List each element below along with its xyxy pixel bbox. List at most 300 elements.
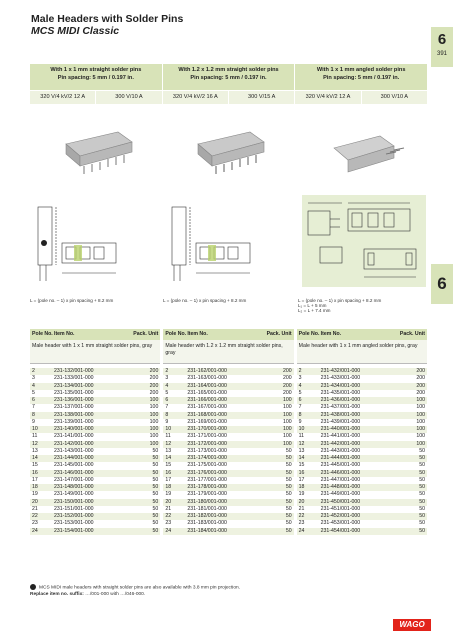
footnote: [30, 584, 240, 598]
pack-unit: 50: [419, 447, 425, 454]
pack-unit: 50: [285, 455, 292, 461]
pole-number: 17: [298, 476, 305, 483]
table-row: [30, 499, 160, 506]
pole-number: 17: [32, 476, 38, 483]
pole-number: 9: [298, 418, 302, 425]
pack-unit: 50: [419, 527, 425, 534]
length-formula: L = (pole no. – 1) x pin spacing + 8.2 mm: [298, 298, 382, 303]
pole-number: 14: [32, 455, 38, 461]
item-number: 231-450/001-000: [320, 498, 361, 505]
item-number: 231-135/001-000: [54, 389, 94, 396]
pack-unit: 100: [149, 433, 159, 440]
item-number: 231-134/001-000: [54, 382, 94, 389]
table-row: [30, 375, 160, 382]
pack-unit: 50: [419, 455, 425, 461]
pack-unit: 100: [283, 426, 292, 432]
table-row: [30, 404, 160, 411]
item-number: 231-162/001-000: [187, 368, 227, 374]
pole-number: 16: [32, 469, 38, 476]
pack-unit: 200: [149, 382, 159, 389]
pack-unit: 50: [152, 447, 159, 454]
pack-unit: 50: [285, 498, 292, 505]
header-pack: Pack. Unit: [266, 331, 292, 337]
column-spacing: Pin spacing: 5 mm / 0.197 in.: [57, 74, 134, 81]
item-number: 231-167/001-000: [187, 404, 227, 411]
column-spacing: Pin spacing: 5 mm / 0.197 in.: [323, 74, 400, 81]
table-row: [30, 441, 160, 448]
pack-unit: 50: [285, 491, 292, 498]
pole-number: 15: [298, 462, 305, 469]
table-row: [297, 477, 427, 484]
dimension-drawing-2: [168, 195, 256, 287]
note-marker-icon: [41, 240, 47, 246]
pack-unit: 100: [416, 440, 425, 447]
pole-number: 21: [165, 505, 172, 512]
table-row: [30, 397, 160, 404]
item-number: 231-452/001-000: [320, 513, 361, 519]
pole-number: 22: [298, 513, 305, 519]
table-description: Male header with 1.2 x 1.2 mm straight solder pins, gray: [163, 340, 293, 364]
header-pack: Pack. Unit: [133, 331, 159, 337]
pole-number: 6: [32, 397, 35, 403]
table-description: Male header with 1 x 1 mm straight solder pins, gray: [30, 340, 160, 364]
pole-number: 11: [32, 433, 38, 440]
table-row: [163, 477, 293, 484]
pole-number: 15: [165, 462, 172, 469]
pack-unit: 50: [419, 513, 425, 519]
pack-unit: 200: [416, 382, 425, 389]
product-table-2: [163, 329, 293, 535]
table-row: [297, 375, 427, 382]
pack-unit: 50: [285, 484, 292, 490]
header-pack: Pack. Unit: [399, 331, 425, 337]
item-number: 231-154/001-000: [54, 527, 94, 534]
table-row: [297, 528, 427, 535]
dimension-caption-3: [298, 298, 381, 313]
header-item: Item No.: [187, 331, 208, 337]
pack-unit: 200: [149, 375, 159, 382]
pack-unit: 50: [285, 505, 292, 512]
pole-number: 21: [298, 505, 305, 512]
table-row: [163, 520, 293, 527]
item-number: 231-152/001-000: [54, 513, 94, 519]
pole-number: 7: [298, 404, 302, 411]
item-number: 231-432/001-000: [320, 368, 361, 374]
pack-unit: 100: [416, 426, 425, 432]
pack-unit: 50: [152, 505, 159, 512]
pole-number: 22: [32, 513, 38, 519]
table-row: [163, 448, 293, 455]
table-row: [297, 390, 427, 397]
pole-number: 11: [165, 433, 171, 440]
pack-unit: 50: [419, 462, 425, 469]
pole-number: 16: [165, 469, 172, 476]
dimension-drawing-1: [34, 195, 122, 287]
table-row: [297, 455, 427, 462]
pack-unit: 50: [419, 484, 425, 490]
pack-unit: 50: [285, 513, 292, 519]
pole-number: 24: [165, 527, 172, 534]
table-row: [163, 470, 293, 477]
column-header-1: [30, 64, 162, 104]
rating-iec: 320 V/4 kV/2 12 A: [305, 94, 351, 100]
column-title: With 1 x 1 mm straight solder pins: [50, 67, 142, 73]
pole-number: 10: [298, 426, 305, 432]
table-row: [163, 390, 293, 397]
length-formula-l2: L₂ = L + 7.4 mm: [298, 308, 331, 313]
table-row: [30, 491, 160, 498]
item-number: 231-151/001-000: [54, 505, 94, 512]
pack-unit: 50: [152, 527, 159, 534]
item-number: 231-138/001-000: [54, 411, 94, 418]
rating-ul: 300 V/15 A: [228, 91, 294, 104]
table-row: [163, 426, 293, 433]
pole-number: 5: [32, 389, 35, 396]
table-row: [297, 441, 427, 448]
item-number: 231-440/001-000: [320, 426, 361, 432]
column-header-3: [295, 64, 427, 104]
pole-number: 4: [32, 382, 35, 389]
table-row: [163, 441, 293, 448]
table-row: [297, 499, 427, 506]
pole-number: 9: [165, 418, 169, 425]
pole-number: 18: [165, 484, 172, 490]
pack-unit: 100: [283, 440, 292, 447]
pole-number: 5: [165, 389, 169, 396]
pack-unit: 50: [152, 455, 159, 461]
pack-unit: 200: [283, 389, 292, 396]
item-number: 231-444/001-000: [320, 455, 361, 461]
pack-unit: 100: [283, 433, 292, 440]
table-row: [163, 484, 293, 491]
pack-unit: 50: [419, 520, 425, 527]
pole-number: 13: [32, 447, 38, 454]
product-tables: [30, 329, 427, 535]
item-number: 231-176/001-000: [187, 469, 227, 476]
item-number: 231-149/001-000: [54, 491, 94, 498]
table-row: [297, 368, 427, 375]
item-number: 231-448/001-000: [320, 484, 361, 490]
table-row: [30, 383, 160, 390]
table-row: [297, 397, 427, 404]
pack-unit: 50: [285, 469, 292, 476]
column-title: With 1.2 x 1.2 mm straight solder pins: [178, 67, 279, 73]
pack-unit: 100: [149, 397, 159, 403]
item-number: 231-181/001-000: [187, 505, 227, 512]
table-row: [163, 383, 293, 390]
header-pole: Pole No.: [298, 331, 320, 337]
item-number: 231-170/001-000: [187, 426, 227, 432]
table-row: [163, 375, 293, 382]
pole-number: 9: [32, 418, 35, 425]
item-number: 231-175/001-000: [187, 462, 227, 469]
pole-number: 6: [165, 397, 169, 403]
pole-number: 19: [298, 491, 305, 498]
pole-number: 18: [32, 484, 38, 490]
table-row: [163, 513, 293, 520]
item-number: 231-140/001-000: [54, 426, 94, 432]
item-number: 231-433/001-000: [320, 375, 361, 382]
table-row: [163, 419, 293, 426]
pole-number: 23: [165, 520, 172, 527]
table-row: [297, 426, 427, 433]
pack-unit: 50: [419, 491, 425, 498]
table-row: [30, 368, 160, 375]
item-number: 231-174/001-000: [187, 455, 227, 461]
pole-number: 13: [298, 447, 305, 454]
item-number: 231-137/001-000: [54, 404, 94, 411]
table-row: [30, 506, 160, 513]
table-row: [163, 397, 293, 404]
item-number: 231-453/001-000: [320, 520, 361, 527]
item-number: 231-169/001-000: [187, 418, 227, 425]
pack-unit: 100: [416, 433, 425, 440]
pole-number: 19: [165, 491, 172, 498]
pack-unit: 50: [285, 462, 292, 469]
pole-number: 16: [298, 469, 305, 476]
pole-number: 5: [298, 389, 302, 396]
product-table-3: [297, 329, 427, 535]
pole-number: 11: [298, 433, 305, 440]
pole-number: 18: [298, 484, 305, 490]
side-chapter-tab: 6: [431, 264, 453, 304]
item-number: 231-183/001-000: [187, 520, 227, 527]
item-number: 231-172/001-000: [187, 440, 227, 447]
pole-number: 4: [165, 382, 169, 389]
item-number: 231-180/001-000: [187, 498, 227, 505]
item-number: 231-434/001-000: [320, 382, 361, 389]
item-number: 231-438/001-000: [320, 411, 361, 418]
pack-unit: 100: [149, 426, 159, 432]
item-number: 231-147/001-000: [54, 476, 94, 483]
table-row: [30, 455, 160, 462]
item-number: 231-145/001-000: [54, 462, 94, 469]
item-number: 231-443/001-000: [320, 447, 361, 454]
table-row: [30, 412, 160, 419]
table-row: [30, 477, 160, 484]
pack-unit: 50: [419, 498, 425, 505]
item-number: 231-132/001-000: [54, 368, 94, 374]
item-number: 231-179/001-000: [187, 491, 227, 498]
pole-number: 2: [298, 368, 302, 374]
pack-unit: 50: [285, 447, 292, 454]
pole-number: 12: [298, 440, 305, 447]
table-row: [297, 520, 427, 527]
item-number: 231-141/001-000: [54, 433, 94, 440]
dimension-drawing-3: [302, 195, 426, 287]
table-row: [163, 499, 293, 506]
pole-number: 22: [165, 513, 172, 519]
pole-number: 19: [32, 491, 38, 498]
dimension-caption-2: L = (pole no. – 1) x pin spacing + 8.2 mm: [163, 298, 247, 303]
pole-number: 4: [298, 382, 302, 389]
pack-unit: 200: [149, 389, 159, 396]
pole-number: 8: [165, 411, 169, 418]
pole-number: 21: [32, 505, 38, 512]
item-number: 231-182/001-000: [187, 513, 227, 519]
pack-unit: 200: [283, 375, 292, 382]
item-number: 231-150/001-000: [54, 498, 94, 505]
chapter-number: 6: [437, 31, 447, 48]
pole-number: 14: [298, 455, 305, 461]
table-row: [163, 462, 293, 469]
pack-unit: 100: [416, 397, 425, 403]
footnote-replace-label: Replace item no. suffix:: [30, 591, 84, 597]
table-row: [297, 419, 427, 426]
item-number: 231-454/001-000: [320, 527, 361, 534]
table-row: [163, 368, 293, 375]
table-header: [297, 329, 427, 340]
header-pole: Pole No.: [165, 331, 187, 337]
pack-unit: 200: [283, 382, 292, 389]
table-rows: [297, 364, 427, 535]
item-number: 231-144/001-000: [54, 455, 94, 461]
table-row: [163, 491, 293, 498]
item-number: 231-165/001-000: [187, 389, 227, 396]
pack-unit: 50: [152, 484, 159, 490]
pack-unit: 50: [152, 462, 159, 469]
table-rows: [30, 364, 160, 535]
pole-number: 12: [165, 440, 172, 447]
table-row: [30, 390, 160, 397]
pack-unit: 200: [416, 375, 425, 382]
table-row: [297, 448, 427, 455]
pack-unit: 50: [419, 469, 425, 476]
pack-unit: 200: [283, 368, 292, 374]
pack-unit: 100: [416, 411, 425, 418]
footnote-replace-text: …/001-000 with …/046-000.: [83, 591, 146, 597]
pack-unit: 200: [416, 389, 425, 396]
table-row: [30, 462, 160, 469]
item-number: 231-445/001-000: [320, 462, 361, 469]
table-row: [297, 462, 427, 469]
table-row: [30, 470, 160, 477]
table-header: [163, 329, 293, 340]
pole-number: 8: [298, 411, 302, 418]
page-subtitle: MCS MIDI Classic: [31, 25, 120, 37]
table-row: [163, 506, 293, 513]
pole-number: 24: [32, 527, 38, 534]
note-marker-icon: [30, 584, 36, 590]
item-number: 231-153/001-000: [54, 520, 94, 527]
table-row: [297, 491, 427, 498]
pack-unit: 100: [149, 418, 159, 425]
pack-unit: 50: [152, 513, 159, 519]
pack-unit: 100: [283, 418, 292, 425]
pack-unit: 100: [416, 418, 425, 425]
table-row: [30, 448, 160, 455]
item-number: 231-177/001-000: [187, 476, 227, 483]
pack-unit: 50: [152, 498, 159, 505]
pack-unit: 100: [283, 411, 292, 418]
product-table-1: [30, 329, 160, 535]
pole-number: 7: [32, 404, 35, 411]
pole-number: 8: [32, 411, 35, 418]
pack-unit: 100: [283, 404, 292, 411]
dimension-caption-1: L = (pole no. – 1) x pin spacing + 8.2 mm: [30, 298, 114, 303]
page-title: Male Headers with Solder Pins: [31, 13, 184, 25]
item-number: 231-139/001-000: [54, 418, 94, 425]
chapter-tab: [431, 27, 453, 67]
pack-unit: 50: [419, 505, 425, 512]
item-number: 231-439/001-000: [320, 418, 361, 425]
item-number: 231-184/001-000: [187, 527, 227, 534]
item-number: 231-446/001-000: [320, 469, 361, 476]
table-row: [297, 412, 427, 419]
table-row: [297, 433, 427, 440]
item-number: 231-168/001-000: [187, 411, 227, 418]
item-number: 231-171/001-000: [187, 433, 227, 440]
length-formula-l1: L₁ = L + 5 mm: [298, 303, 327, 308]
table-row: [30, 484, 160, 491]
table-row: [163, 412, 293, 419]
table-description: Male header with 1 x 1 mm angled solder pins, gray: [297, 340, 427, 364]
table-rows: [163, 364, 293, 535]
item-number: 231-447/001-000: [320, 476, 361, 483]
table-row: [163, 528, 293, 535]
rating-iec: 320 V/4 kV/2 12 A: [40, 94, 86, 100]
pack-unit: 50: [285, 476, 292, 483]
pack-unit: 50: [285, 527, 292, 534]
pole-number: 6: [298, 397, 302, 403]
pole-number: 15: [32, 462, 38, 469]
item-number: 231-451/001-000: [320, 505, 361, 512]
table-row: [30, 433, 160, 440]
column-header-2: [163, 64, 295, 104]
pack-unit: 100: [149, 411, 159, 418]
pack-unit: 100: [149, 404, 159, 411]
item-number: 231-437/001-000: [320, 404, 361, 411]
header-pole: Pole No.: [32, 331, 53, 337]
table-row: [30, 426, 160, 433]
rating-ul: 300 V/10 A: [95, 91, 161, 104]
pole-number: 3: [165, 375, 169, 382]
column-spacing: Pin spacing: 5 mm / 0.197 in.: [190, 74, 267, 81]
pack-unit: 50: [152, 491, 159, 498]
pole-number: 10: [165, 426, 172, 432]
item-number: 231-163/001-000: [187, 375, 227, 382]
column-title: With 1 x 1 mm angled solder pins: [316, 67, 406, 73]
item-number: 231-436/001-000: [320, 397, 361, 403]
pack-unit: 100: [416, 404, 425, 411]
item-number: 231-173/001-000: [187, 447, 227, 454]
table-row: [163, 455, 293, 462]
pack-unit: 200: [416, 368, 425, 374]
rating-iec: 320 V/4 kV/2 16 A: [172, 94, 218, 100]
table-row: [163, 433, 293, 440]
product-photo-straight: [58, 128, 138, 176]
table-row: [30, 419, 160, 426]
item-number: 231-449/001-000: [320, 491, 361, 498]
footnote-text: MCS MIDI male headers with straight solder pins are also available with 3.8 mm pin projection.: [39, 585, 241, 591]
item-number: 231-166/001-000: [187, 397, 227, 403]
pole-number: 24: [298, 527, 305, 534]
item-number: 231-442/001-000: [320, 440, 361, 447]
pole-number: 23: [32, 520, 38, 527]
pack-unit: 50: [285, 520, 292, 527]
table-row: [297, 513, 427, 520]
item-number: 231-178/001-000: [187, 484, 227, 490]
pack-unit: 200: [149, 368, 159, 374]
page-number: 391: [436, 51, 447, 57]
pole-number: 20: [165, 498, 172, 505]
item-number: 231-148/001-000: [54, 484, 94, 490]
pack-unit: 50: [152, 520, 159, 527]
product-photo-angled: [328, 128, 408, 176]
pack-unit: 50: [152, 476, 159, 483]
item-number: 231-164/001-000: [187, 382, 227, 389]
pole-number: 12: [32, 440, 38, 447]
